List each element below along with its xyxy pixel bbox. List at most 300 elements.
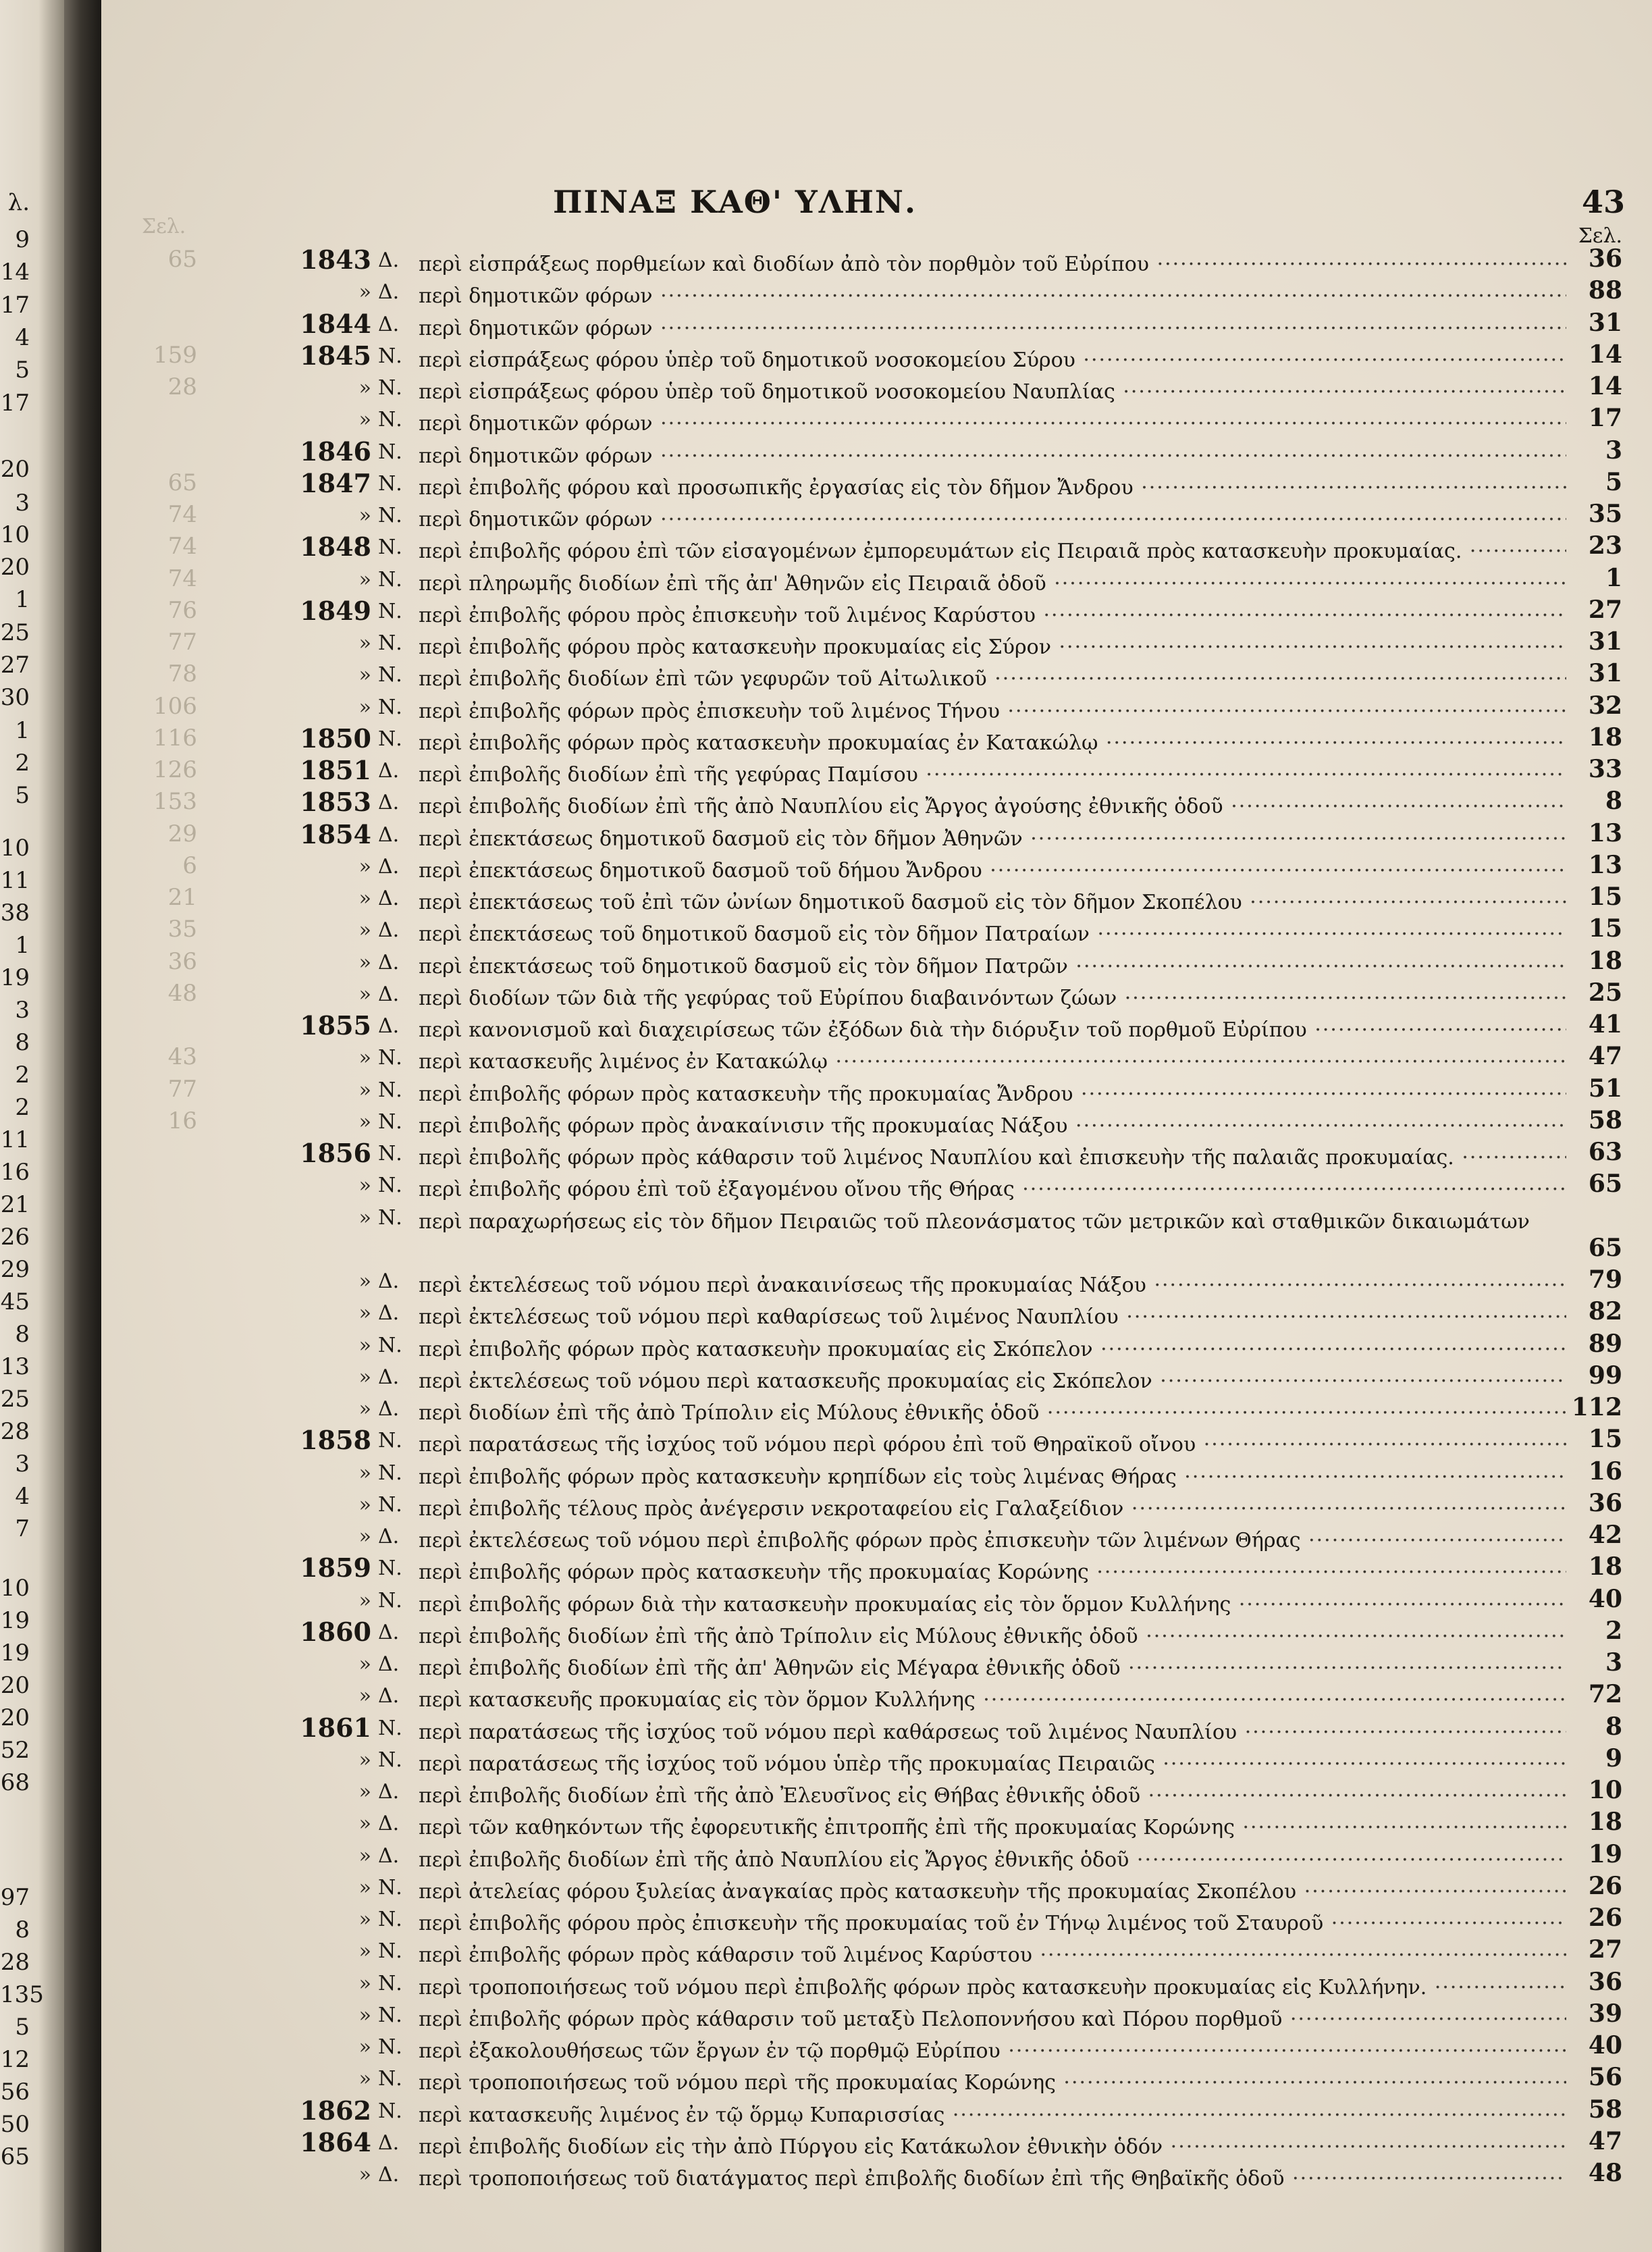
entry-type: Ν. <box>378 2067 402 2091</box>
strip-number: 135 <box>0 1981 44 2008</box>
bleed-through-page-number: 76 <box>167 596 197 624</box>
strip-number: 12 <box>0 2046 30 2073</box>
entry-type: Ν. <box>378 504 402 527</box>
year-ditto-mark: » <box>358 376 371 400</box>
entry-description: περὶ ἐπιβολῆς φόρων πρὸς ἀνακαίνισιν τῆς προκυμαίας Νάξου ····· <box>419 1110 1566 1142</box>
entry-description: περὶ τῶν καθηκόντων τῆς ἐφορευτικῆς ἐπιτροπῆς ἐπὶ τῆς προκυμαίας Κορώνης ····· <box>419 1812 1566 1843</box>
year-ditto-mark: » <box>358 1109 371 1134</box>
year-ditto-mark: » <box>358 504 371 527</box>
bleed-through-page-number: 65 <box>167 469 197 496</box>
year-ditto-mark: » <box>358 408 371 432</box>
entry-type: Δ. <box>378 759 400 783</box>
entry-type: Ν. <box>378 1429 402 1453</box>
bleed-through-page-number: 43 <box>167 1043 197 1071</box>
entry-type: Ν. <box>378 1971 402 1995</box>
index-entry-row <box>101 594 1652 626</box>
strip-number: 20 <box>0 1704 30 1731</box>
entry-page-number: 58 <box>1588 1105 1622 1134</box>
entry-description: περὶ ἐπιβολῆς φόρων πρὸς ἐπισκευὴν τοῦ λιμένος Τήνου ····· <box>419 696 1566 727</box>
previous-page-strip <box>0 0 64 2252</box>
strip-number: 4 <box>15 1483 30 1510</box>
entry-description: περὶ ἐπεκτάσεως τοῦ ἐπὶ τῶν ὠνίων δημοτικοῦ δασμοῦ εἰς τὸν δῆμον Σκοπέλου ····· <box>419 887 1566 918</box>
entry-type: Δ. <box>378 1269 400 1293</box>
strip-number: 38 <box>0 899 30 926</box>
entry-description: περὶ δημοτικῶν φόρων ····· <box>419 504 1566 535</box>
entry-year: 1855 <box>300 1010 371 1041</box>
entry-page-number: 18 <box>1588 946 1622 975</box>
entry-year: 1849 <box>300 595 371 626</box>
index-entry-row <box>101 2094 1652 2126</box>
entry-type: Ν. <box>378 1205 402 1230</box>
index-entry-row <box>101 1934 1652 1966</box>
entry-page-number: 36 <box>1588 244 1622 273</box>
bleed-through-page-number: 48 <box>167 979 197 1007</box>
year-ditto-mark: » <box>358 663 371 687</box>
strip-number: 26 <box>0 1224 30 1251</box>
strip-number: 29 <box>0 1256 30 1283</box>
bleed-through-page-number: 28 <box>167 373 197 400</box>
index-entry-row <box>101 913 1652 945</box>
entry-description: περὶ ἐπεκτάσεως τοῦ δημοτικοῦ δασμοῦ εἰς τὸν δῆμον Πατραίων ····· <box>419 918 1566 950</box>
strip-number: 68 <box>0 1769 30 1796</box>
strip-number: 19 <box>0 964 30 991</box>
entry-type: Δ. <box>378 1397 400 1421</box>
index-entry-row <box>101 1456 1652 1488</box>
year-ditto-mark: » <box>358 1205 371 1230</box>
entry-year: 1847 <box>300 467 371 498</box>
entry-page-number: 18 <box>1588 723 1622 752</box>
index-entry-row <box>101 626 1652 658</box>
entry-description: περὶ τροποποιήσεως τοῦ νόμου περὶ τῆς προκυμαίας Κορώνης ····· <box>419 2067 1566 2099</box>
strip-number: 27 <box>0 652 30 679</box>
entry-description: περὶ ἀτελείας φόρου ξυλείας ἀναγκαίας πρὸς κατασκευὴν τῆς προκυμαίας Σκοπέλου ····· <box>419 1876 1566 1908</box>
index-entries <box>101 243 1652 2189</box>
entry-type: Ν. <box>378 2099 402 2123</box>
bleed-through-page-number: 116 <box>153 724 197 752</box>
entry-type: Ν. <box>378 2035 402 2059</box>
year-ditto-mark: » <box>358 567 371 592</box>
bleed-through-column-header: Σελ. <box>142 215 186 238</box>
entry-type: Δ. <box>378 1652 400 1676</box>
index-entry-row <box>101 1392 1652 1423</box>
strip-number: 97 <box>0 1884 30 1911</box>
entry-year: 1853 <box>300 787 371 818</box>
entry-type: Δ. <box>378 1014 400 1038</box>
index-entry-row <box>101 339 1652 371</box>
entry-description: περὶ ἐπιβολῆς φόρων πρὸς κατασκευὴν προκυμαίας ἐν Κατακώλῳ ····· <box>419 727 1566 759</box>
strip-number: 9 <box>15 226 30 253</box>
entry-page-number: 15 <box>1588 883 1622 911</box>
entry-year: 1854 <box>300 818 371 849</box>
entry-description: περὶ διοδίων ἐπὶ τῆς ἀπὸ Τρίπολιν εἰς Μύλους ἐθνικῆς ὁδοῦ ····· <box>419 1397 1566 1429</box>
entry-description: περὶ ἐπιβολῆς διοδίων ἐπὶ τῆς γεφύρας Παμίσου ····· <box>419 759 1566 791</box>
strip-number: 20 <box>0 554 30 581</box>
entry-year: 1862 <box>300 2095 371 2126</box>
entry-type: Ν. <box>378 1046 402 1070</box>
entry-page-number: 40 <box>1588 1584 1622 1613</box>
index-entry-row <box>101 1009 1652 1041</box>
entry-description: περὶ ἐπιβολῆς φόρου καὶ προσωπικῆς ἐργασίας εἰς τὸν δῆμον Ἄνδρου ····· <box>419 472 1566 504</box>
year-ditto-mark: » <box>358 1652 371 1676</box>
strip-number: 11 <box>0 867 30 894</box>
strip-number: 3 <box>15 490 30 517</box>
entry-description: περὶ παραχωρήσεως εἰς τὸν δῆμον Πειραιῶς τοῦ πλεονάσματος τῶν μετρικῶν καὶ σταθμικῶν δικαιωμάτων <box>419 1209 1530 1234</box>
strip-number: 4 <box>15 324 30 351</box>
index-entry-row <box>101 881 1652 913</box>
index-entry-row <box>101 785 1652 817</box>
entry-description: περὶ ἐπιβολῆς φόρων πρὸς κατασκευὴν κρηπίδων εἰς τοὺς λιμένας Θήρας ····· <box>419 1461 1566 1493</box>
index-entry-row <box>101 435 1652 467</box>
year-ditto-mark: » <box>358 1461 371 1485</box>
entry-page-number: 72 <box>1588 1680 1622 1709</box>
index-entry-row <box>101 1806 1652 1838</box>
entry-type: Δ. <box>378 918 400 943</box>
entry-page-number: 42 <box>1588 1521 1622 1549</box>
entry-description: περὶ ἐπιβολῆς διοδίων ἐπὶ τῆς ἀπὸ Ναυπλίου εἰς Ἄργος ἀγούσης ἐθνικῆς ὁδοῦ ····· <box>419 791 1566 822</box>
index-entry-row <box>101 1615 1652 1647</box>
entry-page-number: 48 <box>1588 2159 1622 2187</box>
entry-type: Ν. <box>378 1333 402 1357</box>
strip-number: 1 <box>15 717 30 744</box>
entry-type: Δ. <box>378 1684 400 1708</box>
entry-year: 1860 <box>300 1616 371 1647</box>
page-column-header: Σελ. <box>1578 224 1622 248</box>
entry-page-number: 8 <box>1605 787 1622 816</box>
index-entry-row <box>101 1998 1652 2030</box>
strip-number: 8 <box>15 1029 30 1056</box>
bleed-through-page-number: 16 <box>167 1107 197 1134</box>
entry-type: Ν. <box>378 1939 402 1964</box>
index-entry-row <box>101 754 1652 785</box>
index-entry-row <box>101 1551 1652 1583</box>
bleed-through-page-number: 77 <box>167 629 197 656</box>
entry-description: περὶ ἐπιβολῆς φόρου ἐπὶ τῶν εἰσαγομένων ἐμπορευμάτων εἰς Πειραιᾶ πρὸς κατασκευὴν προκυμαίας. ····· <box>419 535 1566 567</box>
year-ditto-mark: » <box>358 1780 371 1804</box>
entry-page-number: 14 <box>1588 372 1622 400</box>
bleed-through-page-number: 65 <box>167 246 197 273</box>
entry-description: περὶ τροποποιήσεως τοῦ διατάγματος περὶ ἐπιβολῆς διοδίων ἐπὶ τῆς Θηβαϊκῆς ὁδοῦ ····· <box>419 2163 1566 2195</box>
entry-page-number: 2 <box>1605 1616 1622 1645</box>
entry-description: περὶ ἐκτελέσεως τοῦ νόμου περὶ ἐπιβολῆς φόρων πρὸς ἐπισκευὴν τῶν λιμένων Θήρας ····· <box>419 1525 1566 1556</box>
strip-number: 20 <box>0 456 30 483</box>
entry-page-number: 17 <box>1588 404 1622 433</box>
entry-page-number: 65 <box>1588 1170 1622 1199</box>
year-ditto-mark: » <box>358 982 371 1006</box>
index-entry-row <box>101 2030 1652 2062</box>
entry-description: περὶ ἐπιβολῆς διοδίων ἐπὶ τῶν γεφυρῶν τοῦ Αἰτωλικοῦ ····· <box>419 663 1566 695</box>
entry-type: Ν. <box>378 535 402 560</box>
index-entry-row <box>101 1423 1652 1455</box>
entry-year: 1858 <box>300 1425 371 1456</box>
book-gutter <box>64 0 101 2252</box>
entry-page-number: 79 <box>1588 1265 1622 1294</box>
entry-page-number: 89 <box>1588 1329 1622 1358</box>
entry-description: περὶ ἐπιβολῆς διοδίων ἐπὶ τῆς ἀπὸ Ναυπλίου εἰς Ἄργος ἐθνικῆς ὁδοῦ ····· <box>419 1844 1566 1876</box>
bleed-through-page-number: 6 <box>182 852 197 879</box>
index-entry-row <box>101 1136 1652 1168</box>
strip-number: 17 <box>0 390 30 417</box>
entry-type: Ν. <box>378 2003 402 2027</box>
index-entry-row <box>101 1296 1652 1328</box>
entry-page-number: 3 <box>1605 1648 1622 1677</box>
bleed-through-page-number: 78 <box>167 660 197 688</box>
index-entry-row <box>101 818 1652 849</box>
entry-description: περὶ δημοτικῶν φόρων ····· <box>419 440 1566 472</box>
entry-type: Δ. <box>378 280 400 305</box>
index-entry-row <box>101 977 1652 1009</box>
entry-description: περὶ ἐπιβολῆς διοδίων εἰς τὴν ἀπὸ Πύργου εἰς Κατάκωλον ἐθνικὴν ὁδόν ····· <box>419 2131 1566 2163</box>
index-entry-row <box>101 1360 1652 1392</box>
index-entry-row <box>101 402 1652 434</box>
strip-number: 16 <box>0 1159 30 1186</box>
index-entry-row <box>101 1711 1652 1743</box>
index-entry-row <box>101 722 1652 754</box>
entry-page-number: 9 <box>1605 1744 1622 1773</box>
index-entry-row <box>101 690 1652 722</box>
bleed-through-page-number: 29 <box>167 820 197 847</box>
entry-description: περὶ ἐκτελέσεως τοῦ νόμου περὶ καθαρίσεως τοῦ λιμένος Ναυπλίου ····· <box>419 1301 1566 1333</box>
entry-page-number: 26 <box>1588 1871 1622 1900</box>
entry-year: 1846 <box>300 436 371 467</box>
entry-page-number: 40 <box>1588 2031 1622 2060</box>
strip-number: 10 <box>0 521 30 548</box>
entry-description: περὶ τροποποιήσεως τοῦ νόμου περὶ ἐπιβολῆς φόρων πρὸς κατασκευὴν προκυμαίας εἰς Κυλλήνην. ····· <box>419 1972 1566 2004</box>
entry-type: Δ. <box>378 1301 400 1326</box>
entry-description: περὶ ἐπιβολῆς φόρων πρὸς κατασκευὴν τῆς προκυμαίας Ἄνδρου ····· <box>419 1078 1566 1110</box>
entry-page-number: 8 <box>1605 1712 1622 1741</box>
year-ditto-mark: » <box>358 918 371 943</box>
bleed-through-page-number: 106 <box>153 692 197 720</box>
index-entry-row <box>101 1743 1652 1775</box>
entry-type: Ν. <box>378 1142 402 1166</box>
index-entry-row <box>101 1264 1652 1296</box>
entry-page-number: 33 <box>1588 755 1622 783</box>
entry-type: Δ. <box>378 312 400 336</box>
index-entry-row <box>101 307 1652 339</box>
entry-description: περὶ δημοτικῶν φόρων ····· <box>419 313 1566 344</box>
entry-description: περὶ ἐπεκτάσεως δημοτικοῦ δασμοῦ τοῦ δήμου Ἄνδρου ····· <box>419 855 1566 887</box>
year-ditto-mark: » <box>358 1684 371 1708</box>
strip-number: 19 <box>0 1607 30 1634</box>
bleed-through-page-number: 77 <box>167 1075 197 1103</box>
strip-number: 30 <box>0 684 30 711</box>
strip-number: 2 <box>15 1094 30 1121</box>
year-ditto-mark: » <box>358 1492 371 1517</box>
entry-description: περὶ ἐπιβολῆς φόρων πρὸς κατασκευὴν τῆς προκυμαίας Κορώνης ····· <box>419 1556 1566 1588</box>
strip-number: 2 <box>15 1062 30 1089</box>
entry-page-number: 25 <box>1588 978 1622 1007</box>
entry-description: περὶ κανονισμοῦ καὶ διαχειρίσεως τῶν ἐξόδων διὰ τὴν διόρυξιν τοῦ πορθμοῦ Εὐρίπου ····· <box>419 1014 1566 1046</box>
index-entry-row <box>101 1870 1652 1902</box>
entry-type: Ν. <box>378 1461 402 1485</box>
entry-page-number: 47 <box>1588 2126 1622 2155</box>
entry-type: Ν. <box>378 663 402 687</box>
index-entry-row <box>101 1519 1652 1551</box>
entry-description: περὶ δημοτικῶν φόρων ····· <box>419 280 1566 312</box>
entry-description: περὶ ἐπιβολῆς φόρου ἐπὶ τοῦ ἐξαγομένου οἴνου τῆς Θήρας ····· <box>419 1174 1566 1205</box>
index-entry-row <box>101 849 1652 881</box>
bleed-through-page-number: 74 <box>167 565 197 592</box>
strip-number: 5 <box>15 357 30 384</box>
strip-number: 3 <box>15 997 30 1024</box>
bleed-through-page-number: 126 <box>153 756 197 783</box>
entry-page-number: 3 <box>1605 436 1622 465</box>
year-ditto-mark: » <box>358 280 371 305</box>
entry-type: Δ. <box>378 791 400 815</box>
strip-number: 14 <box>0 259 30 286</box>
entry-type: Δ. <box>378 887 400 910</box>
entry-page-number: 41 <box>1588 1010 1622 1039</box>
entry-type: Δ. <box>378 950 400 974</box>
entry-page-number: 31 <box>1588 659 1622 688</box>
entry-description: περὶ ἐπιβολῆς φόρων πρὸς κατασκευὴν προκυμαίας εἰς Σκόπελον ····· <box>419 1334 1566 1365</box>
entry-type: Δ. <box>378 1780 400 1804</box>
index-entry-row <box>101 530 1652 562</box>
strip-number: 65 <box>0 2143 30 2170</box>
entry-year: 1848 <box>300 531 371 562</box>
entry-page-number: 13 <box>1588 850 1622 879</box>
entry-description: περὶ παρατάσεως τῆς ἰσχύος τοῦ νόμου περὶ καθάρσεως τοῦ λιμένος Ναυπλίου ····· <box>419 1717 1566 1748</box>
index-entry-row <box>101 1902 1652 1934</box>
entry-page-number: 31 <box>1588 308 1622 337</box>
strip-number: 5 <box>15 782 30 809</box>
entry-description: περὶ εἰσπράξεως φόρου ὑπὲρ τοῦ δημοτικοῦ νοσοκομείου Σύρου ····· <box>419 344 1566 376</box>
entry-page-number: 82 <box>1588 1297 1622 1326</box>
entry-page-number: 99 <box>1588 1361 1622 1390</box>
year-ditto-mark: » <box>358 631 371 655</box>
entry-description: περὶ εἰσπράξεως φόρου ὑπὲρ τοῦ δημοτικοῦ νοσοκομείου Ναυπλίας ····· <box>419 376 1566 408</box>
entry-description: περὶ ἐπεκτάσεως δημοτικοῦ δασμοῦ εἰς τὸν δῆμον Ἀθηνῶν ····· <box>419 823 1566 855</box>
entry-year: 1845 <box>300 340 371 371</box>
strip-number: 56 <box>0 2078 30 2105</box>
entry-type: Ν. <box>378 695 402 719</box>
entry-year: 1851 <box>300 755 371 785</box>
entry-type: Ν. <box>378 1492 402 1517</box>
entry-type: Ν. <box>378 1588 402 1613</box>
year-ditto-mark: » <box>358 1748 371 1772</box>
year-ditto-mark: » <box>358 950 371 974</box>
strip-number: 10 <box>0 835 30 862</box>
entry-type: Δ. <box>378 248 400 272</box>
entry-page-number: 26 <box>1588 1904 1622 1932</box>
entry-page-number: 23 <box>1588 531 1622 560</box>
entry-type: Ν. <box>378 471 402 496</box>
page-header <box>101 184 1652 231</box>
entry-type: Ν. <box>378 1078 402 1102</box>
strip-number: 1 <box>15 932 30 959</box>
entry-type: Ν. <box>378 727 402 751</box>
strip-number: 52 <box>0 1737 30 1764</box>
entry-year: 1859 <box>300 1552 371 1583</box>
entry-page-number: 14 <box>1588 340 1622 369</box>
entry-page-number: 47 <box>1588 1042 1622 1071</box>
year-ditto-mark: » <box>358 1812 371 1836</box>
entry-description: περὶ ἐπιβολῆς διοδίων ἐπὶ τῆς ἀπὸ Ἐλευσῖνος εἰς Θήβας ἐθνικῆς ὁδοῦ ····· <box>419 1780 1566 1812</box>
strip-number: 5 <box>15 2014 30 2041</box>
year-ditto-mark: » <box>358 1333 371 1357</box>
strip-number: 50 <box>0 2111 30 2138</box>
entry-description: περὶ δημοτικῶν φόρων ····· <box>419 408 1566 440</box>
bleed-through-page-number: 159 <box>153 341 197 369</box>
entry-type: Ν. <box>378 631 402 655</box>
year-ditto-mark: » <box>358 1939 371 1964</box>
strip-number: 2 <box>15 750 30 777</box>
year-ditto-mark: » <box>358 2163 371 2186</box>
entry-description: περὶ πληρωμῆς διοδίων ἐπὶ τῆς ἀπ' Ἀθηνῶν εἰς Πειραιᾶ ὁδοῦ ····· <box>419 568 1566 600</box>
strip-number: 1 <box>15 586 30 613</box>
index-entry-row <box>101 658 1652 689</box>
index-page <box>101 0 1652 2252</box>
bleed-through-page-number: 74 <box>167 533 197 560</box>
year-ditto-mark: » <box>358 1525 371 1548</box>
entry-page-number: 5 <box>1605 467 1622 496</box>
entry-year: 1850 <box>300 723 371 754</box>
entry-description: περὶ ἐπιβολῆς φόρων πρὸς κάθαρσιν τοῦ μεταξὺ Πελοποννήσου καὶ Πόρου πορθμοῦ ····· <box>419 2004 1566 2035</box>
entry-page-number: 27 <box>1588 1935 1622 1964</box>
year-ditto-mark: » <box>358 1588 371 1613</box>
year-ditto-mark: » <box>358 1908 371 1931</box>
entry-description: περὶ κατασκευῆς λιμένος ἐν τῷ ὅρμῳ Κυπαρισσίας ····· <box>419 2099 1566 2131</box>
year-ditto-mark: » <box>358 887 371 910</box>
strip-number: 25 <box>0 1386 30 1413</box>
entry-year: 1864 <box>300 2126 371 2157</box>
entry-type: Δ. <box>378 1365 400 1389</box>
entry-type: Δ. <box>378 1620 400 1644</box>
strip-number: 10 <box>0 1575 30 1602</box>
strip-number: 11 <box>0 1126 30 1153</box>
entry-description: περὶ κατασκευῆς προκυμαίας εἰς τὸν ὅρμον Κυλλήνης ····· <box>419 1684 1566 1716</box>
index-entry-row <box>101 2126 1652 2157</box>
entry-type: Δ. <box>378 1525 400 1548</box>
entry-page-number: 16 <box>1588 1457 1622 1486</box>
strip-number: 8 <box>15 1916 30 1943</box>
entry-page-number: 112 <box>1571 1393 1622 1421</box>
index-entry-row <box>101 371 1652 402</box>
strip-number: 28 <box>0 1418 30 1445</box>
strip-number: 25 <box>0 619 30 646</box>
entry-page-number: 15 <box>1588 914 1622 943</box>
year-ditto-mark: » <box>358 1046 371 1070</box>
index-entry-row <box>101 1647 1652 1679</box>
year-ditto-mark: » <box>358 1397 371 1421</box>
entry-type: Ν. <box>378 1748 402 1772</box>
entry-description: περὶ ἐπεκτάσεως τοῦ δημοτικοῦ δασμοῦ εἰς τὸν δῆμον Πατρῶν ····· <box>419 951 1566 983</box>
bleed-through-page-number: 35 <box>167 916 197 943</box>
year-ditto-mark: » <box>358 2067 371 2091</box>
year-ditto-mark: » <box>358 1078 371 1102</box>
entry-year: 1843 <box>300 244 371 275</box>
index-entry-row <box>101 1775 1652 1806</box>
year-ditto-mark: » <box>358 1365 371 1389</box>
strip-number: 3 <box>15 1450 30 1477</box>
page-number: 43 <box>1581 184 1625 220</box>
index-entry-row <box>101 275 1652 307</box>
year-ditto-mark: » <box>358 2003 371 2027</box>
entry-description: περὶ ἐπιβολῆς φόρων διὰ τὴν κατασκευὴν προκυμαίας εἰς τὸν ὅρμον Κυλλήνης ····· <box>419 1589 1566 1621</box>
entry-page-number: 65 <box>1588 1233 1622 1262</box>
entry-year: 1844 <box>300 308 371 339</box>
strip-number: 45 <box>0 1288 30 1315</box>
year-ditto-mark: » <box>358 1875 371 1900</box>
year-ditto-mark: » <box>358 854 371 879</box>
entry-description: περὶ ἐπιβολῆς φόρων πρὸς κάθαρσιν τοῦ λιμένος Καρύστου ····· <box>419 1939 1566 1971</box>
entry-description: περὶ διοδίων τῶν διὰ τῆς γεφύρας τοῦ Εὐρίπου διαβαινόντων ζώων ····· <box>419 983 1566 1014</box>
entry-page-number: 56 <box>1588 2063 1622 2092</box>
entry-year: 1856 <box>300 1138 371 1168</box>
entry-type: Ν. <box>378 1109 402 1134</box>
entry-page-number: 15 <box>1588 1425 1622 1454</box>
index-entry-row <box>101 2157 1652 2189</box>
